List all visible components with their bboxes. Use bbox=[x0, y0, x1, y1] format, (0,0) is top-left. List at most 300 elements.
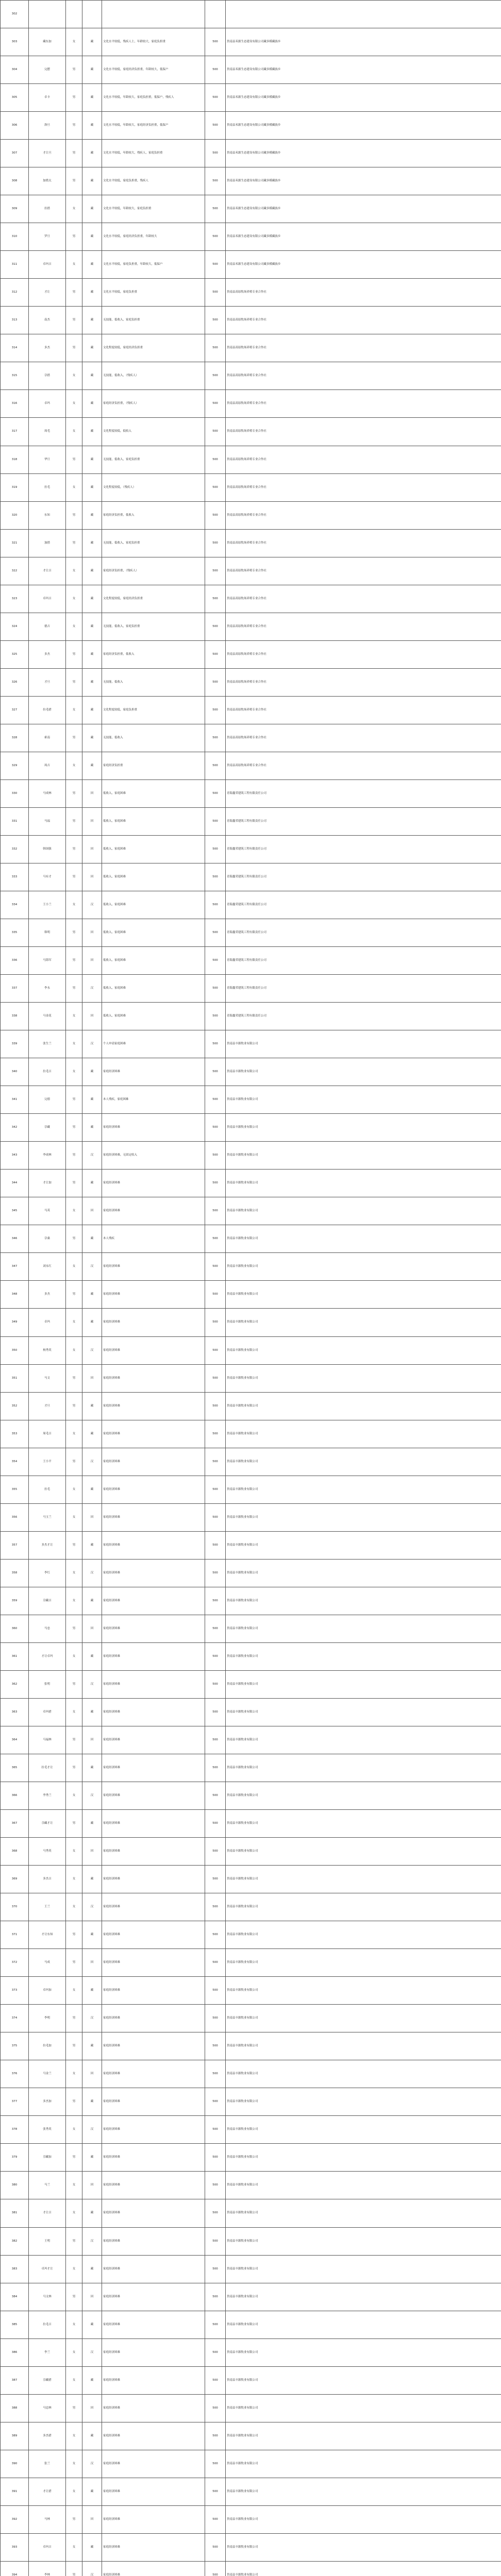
ethnicity-cell: 藏 bbox=[82, 1866, 102, 1893]
ethnicity-cell: 藏 bbox=[82, 195, 102, 223]
reason-cell: 家庭经济困难 bbox=[102, 1197, 205, 1225]
person-name: 拉措 bbox=[29, 195, 66, 223]
sex-cell: 男 bbox=[66, 2144, 82, 2172]
table-row bbox=[1, 167, 501, 195]
amount-cell: 500 bbox=[205, 1531, 226, 1559]
sex-cell: 女 bbox=[66, 585, 82, 613]
employer-cell: 贵南县丰源牧业有限公司 bbox=[226, 1642, 501, 1670]
person-name: 张兰 bbox=[29, 2450, 66, 2478]
person-name: 马福 bbox=[29, 807, 66, 835]
row-number: 321 bbox=[1, 529, 29, 557]
sex-cell: 男 bbox=[66, 2088, 82, 2116]
row-number: 366 bbox=[1, 1782, 29, 1810]
row-number: 367 bbox=[1, 1810, 29, 1838]
reason-cell: 文化水平较低，家庭负担重，年龄较大，低保户 bbox=[102, 251, 205, 279]
row-number: 383 bbox=[1, 2255, 29, 2283]
employer-cell: 贵南县丰源牧业有限公司 bbox=[226, 2199, 501, 2227]
table-row bbox=[1, 223, 501, 251]
sex-cell: 男 bbox=[66, 223, 82, 251]
sex-cell: 女 bbox=[66, 1197, 82, 1225]
person-name: 罗旦 bbox=[29, 223, 66, 251]
table-row bbox=[1, 473, 501, 501]
amount-cell: 500 bbox=[205, 1559, 226, 1587]
reason-cell: 文化水平较低，年龄较大，残疾人，家庭负担重 bbox=[102, 140, 205, 167]
employer-cell: 贵南县丰源牧业有限公司 bbox=[226, 2060, 501, 2088]
reason-cell: 家庭经济困难 bbox=[102, 1476, 205, 1503]
person-name: 卓玛吉 bbox=[29, 585, 66, 613]
person-name: 多杰加 bbox=[29, 2088, 66, 2116]
sex-cell: 女 bbox=[66, 473, 82, 501]
person-name: 马金花 bbox=[29, 1003, 66, 1030]
employer-cell: 贵南县丰源牧业有限公司 bbox=[226, 1893, 501, 1921]
row-number: 326 bbox=[1, 668, 29, 696]
sex-cell: 男 bbox=[66, 307, 82, 334]
amount-cell: 500 bbox=[205, 2505, 226, 2533]
row-number: 305 bbox=[1, 84, 29, 112]
amount-cell: 500 bbox=[205, 696, 226, 724]
person-name: 索南 bbox=[29, 724, 66, 752]
table-row bbox=[1, 1142, 501, 1170]
person-name: 尕措 bbox=[29, 362, 66, 390]
person-name: 王明 bbox=[29, 2227, 66, 2255]
ethnicity-cell: 藏 bbox=[82, 724, 102, 752]
amount-cell: 500 bbox=[205, 1642, 226, 1670]
amount-cell: 500 bbox=[205, 975, 226, 1003]
reason-cell: 本人残疾 bbox=[102, 1225, 205, 1253]
sex-cell: 女 bbox=[66, 251, 82, 279]
row-number: 357 bbox=[1, 1531, 29, 1559]
employer-cell: 贵南县禾源生态建设有限公司藏多模藏族乡 bbox=[226, 195, 501, 223]
person-name: 李明 bbox=[29, 2005, 66, 2032]
table-row bbox=[1, 1476, 501, 1503]
person-name: 周吉 bbox=[29, 752, 66, 779]
row-number: 309 bbox=[1, 195, 29, 223]
ethnicity-cell: 藏 bbox=[82, 334, 102, 362]
table-row bbox=[1, 696, 501, 724]
amount-cell: 500 bbox=[205, 2422, 226, 2450]
sex-cell: 女 bbox=[66, 2116, 82, 2144]
person-name: 拉毛才让 bbox=[29, 1754, 66, 1782]
ethnicity-cell: 回 bbox=[82, 1503, 102, 1531]
ethnicity-cell: 回 bbox=[82, 1003, 102, 1030]
table-row bbox=[1, 919, 501, 947]
ethnicity-cell: 藏 bbox=[82, 1642, 102, 1670]
row-number: 308 bbox=[1, 167, 29, 195]
amount-cell: 500 bbox=[205, 390, 226, 418]
ethnicity-cell: 藏 bbox=[82, 2144, 102, 2172]
row-number: 380 bbox=[1, 2172, 29, 2199]
row-number: 339 bbox=[1, 1030, 29, 1058]
reason-cell: 家庭经济困难 bbox=[102, 2394, 205, 2422]
table-row bbox=[1, 251, 501, 279]
ethnicity-cell: 回 bbox=[82, 947, 102, 975]
table-row bbox=[1, 1754, 501, 1782]
ethnicity-cell: 回 bbox=[82, 1726, 102, 1754]
ethnicity-cell: 回 bbox=[82, 835, 102, 863]
row-number: 376 bbox=[1, 2060, 29, 2088]
person-name: 洛旦 bbox=[29, 112, 66, 140]
reason-cell: 家庭经济困难 bbox=[102, 2505, 205, 2533]
sex-cell: 女 bbox=[66, 1309, 82, 1336]
ethnicity-cell: 藏 bbox=[82, 668, 102, 696]
sex-cell: 女 bbox=[66, 1977, 82, 2005]
employer-cell: 贵南县禾源生态建设有限公司藏多模藏族乡 bbox=[226, 56, 501, 84]
reason-cell: 家庭经济负担重，低收入 bbox=[102, 640, 205, 668]
person-name: 多杰措 bbox=[29, 2422, 66, 2450]
amount-cell: 500 bbox=[205, 752, 226, 779]
table-row bbox=[1, 1114, 501, 1142]
employer-cell: 贵南县丰源牧业有限公司 bbox=[226, 1977, 501, 2005]
person-name: 多杰才让 bbox=[29, 1531, 66, 1559]
employer-cell: 贵南县丰源牧业有限公司 bbox=[226, 1949, 501, 1977]
reason-cell: 家庭经济困难 bbox=[102, 1420, 205, 1448]
table-row bbox=[1, 640, 501, 668]
person-name: 马玉兰 bbox=[29, 1503, 66, 1531]
amount-cell: 500 bbox=[205, 1476, 226, 1503]
row-number: 334 bbox=[1, 891, 29, 919]
row-number: 327 bbox=[1, 696, 29, 724]
ethnicity-cell: 汉 bbox=[82, 891, 102, 919]
ethnicity-cell: 藏 bbox=[82, 2311, 102, 2338]
ethnicity-cell: 藏 bbox=[82, 2422, 102, 2450]
person-name: 卓玛吉 bbox=[29, 251, 66, 279]
amount-cell: 500 bbox=[205, 84, 226, 112]
sex-cell: 男 bbox=[66, 2505, 82, 2533]
row-number: 353 bbox=[1, 1420, 29, 1448]
reason-cell: 文化水平较低，年龄较大，家庭经济负担重，低保户 bbox=[102, 112, 205, 140]
table-row bbox=[1, 1086, 501, 1114]
table-row bbox=[1, 2561, 501, 2576]
table-row bbox=[1, 1587, 501, 1615]
reason-cell: 家庭经济困难 bbox=[102, 2199, 205, 2227]
amount-cell: 500 bbox=[205, 1893, 226, 1921]
reason-cell: 家庭经济困难 bbox=[102, 2561, 205, 2576]
ethnicity-cell: 藏 bbox=[82, 1114, 102, 1142]
amount-cell: 500 bbox=[205, 1030, 226, 1058]
sex-cell: 男 bbox=[66, 1754, 82, 1782]
row-number: 392 bbox=[1, 2505, 29, 2533]
amount-cell: 500 bbox=[205, 1448, 226, 1476]
reason-cell: 家庭经济困难 bbox=[102, 1810, 205, 1838]
row-number: 391 bbox=[1, 2478, 29, 2505]
amount-cell: 500 bbox=[205, 947, 226, 975]
amount-cell: 500 bbox=[205, 501, 226, 529]
sex-cell: 男 bbox=[66, 1810, 82, 1838]
sex-cell: 男 bbox=[66, 446, 82, 473]
row-number: 337 bbox=[1, 975, 29, 1003]
employer-cell: 贵南县丰源牧业有限公司 bbox=[226, 1531, 501, 1559]
reason-cell: 家庭经济困难 bbox=[102, 1336, 205, 1364]
person-name: 完摆 bbox=[29, 56, 66, 84]
employer-cell: 贵南县高原牧场养殖专业合作社 bbox=[226, 279, 501, 307]
table-row bbox=[1, 1058, 501, 1086]
sex-cell: 女 bbox=[66, 1003, 82, 1030]
table-row bbox=[1, 2032, 501, 2060]
sex-cell: 女 bbox=[66, 1587, 82, 1615]
row-number: 358 bbox=[1, 1559, 29, 1587]
employer-cell: 青海鑫荣建筑工程有限责任公司 bbox=[226, 863, 501, 891]
sex-cell: 女 bbox=[66, 1253, 82, 1281]
amount-cell: 500 bbox=[205, 1782, 226, 1810]
employer-cell: 贵南县丰源牧业有限公司 bbox=[226, 2561, 501, 2576]
employer-cell: 贵南县禾源生态建设有限公司藏多模藏族乡 bbox=[226, 112, 501, 140]
reason-cell: 家庭经济困难 bbox=[102, 2422, 205, 2450]
employer-cell: 青海鑫荣建筑工程有限责任公司 bbox=[226, 1003, 501, 1030]
employer-cell: 贵南县丰源牧业有限公司 bbox=[226, 1309, 501, 1336]
employer-cell: 贵南县高原牧场养殖专业合作社 bbox=[226, 557, 501, 585]
row-number: 323 bbox=[1, 585, 29, 613]
sex-cell: 女 bbox=[66, 390, 82, 418]
sex-cell: 女 bbox=[66, 2199, 82, 2227]
row-number: 360 bbox=[1, 1615, 29, 1642]
table-row bbox=[1, 2422, 501, 2450]
employer-cell: 贵南县丰源牧业有限公司 bbox=[226, 2311, 501, 2338]
table-row bbox=[1, 1, 501, 28]
reason-cell: 文化水平较低，家庭经济负担重，年龄较大，低保户 bbox=[102, 56, 205, 84]
employer-cell: 贵南县高原牧场养殖专业合作社 bbox=[226, 668, 501, 696]
sex-cell: 女 bbox=[66, 1838, 82, 1866]
ethnicity-cell: 藏 bbox=[82, 390, 102, 418]
table-row bbox=[1, 557, 501, 585]
employer-cell: 贵南县高原牧场养殖专业合作社 bbox=[226, 529, 501, 557]
ethnicity-cell: 汉 bbox=[82, 1893, 102, 1921]
employer-cell: 贵南县丰源牧业有限公司 bbox=[226, 1754, 501, 1782]
reason-cell: 家庭经济困难 bbox=[102, 2116, 205, 2144]
employer-cell: 青海鑫荣建筑工程有限责任公司 bbox=[226, 975, 501, 1003]
sex-cell: 男 bbox=[66, 1670, 82, 1698]
employer-cell: 贵南县丰源牧业有限公司 bbox=[226, 2422, 501, 2450]
reason-cell: 家庭经济困难 bbox=[102, 1893, 205, 1921]
person-name: 华旦 bbox=[29, 446, 66, 473]
amount-cell: 500 bbox=[205, 2311, 226, 2338]
amount-cell: 500 bbox=[205, 919, 226, 947]
row-number: 348 bbox=[1, 1281, 29, 1309]
amount-cell: 500 bbox=[205, 2255, 226, 2283]
amount-cell: 500 bbox=[205, 835, 226, 863]
amount-cell: 500 bbox=[205, 140, 226, 167]
row-number: 364 bbox=[1, 1726, 29, 1754]
table-row bbox=[1, 863, 501, 891]
reason-cell: 家庭经济困难 bbox=[102, 1503, 205, 1531]
reason-cell: 家庭经济困难 bbox=[102, 1670, 205, 1698]
ethnicity-cell: 回 bbox=[82, 1949, 102, 1977]
table-row bbox=[1, 1893, 501, 1921]
person-name: 多杰 bbox=[29, 334, 66, 362]
reason-cell: 低收入，家庭困难 bbox=[102, 835, 205, 863]
reason-cell: 家庭经济困难 bbox=[102, 1281, 205, 1309]
roster-body bbox=[1, 1, 501, 2576]
table-row bbox=[1, 140, 501, 167]
reason-cell: 家庭经济困难 bbox=[102, 1448, 205, 1476]
employer-cell: 贵南县丰源牧业有限公司 bbox=[226, 1698, 501, 1726]
amount-cell: 500 bbox=[205, 28, 226, 56]
row-number: 312 bbox=[1, 279, 29, 307]
row-number: 373 bbox=[1, 1977, 29, 2005]
ethnicity-cell: 藏 bbox=[82, 1754, 102, 1782]
row-number: 365 bbox=[1, 1754, 29, 1782]
table-row bbox=[1, 1170, 501, 1197]
row-number: 352 bbox=[1, 1392, 29, 1420]
table-row bbox=[1, 2478, 501, 2505]
sex-cell: 女 bbox=[66, 2422, 82, 2450]
amount-cell: 500 bbox=[205, 2005, 226, 2032]
table-row bbox=[1, 1866, 501, 1893]
employer-cell: 贵南县丰源牧业有限公司 bbox=[226, 1476, 501, 1503]
person-name: 才让吉 bbox=[29, 557, 66, 585]
sex-cell: 女 bbox=[66, 696, 82, 724]
ethnicity-cell: 藏 bbox=[82, 585, 102, 613]
person-name: 才让 bbox=[29, 279, 66, 307]
amount-cell: 500 bbox=[205, 1615, 226, 1642]
reason-cell: 无技能，低收入，（残疾人） bbox=[102, 362, 205, 390]
row-number: 394 bbox=[1, 2561, 29, 2576]
amount-cell: 500 bbox=[205, 1949, 226, 1977]
person-name: 周毛 bbox=[29, 418, 66, 446]
person-name: 王小兰 bbox=[29, 891, 66, 919]
person-name: 完德 bbox=[29, 1086, 66, 1114]
employer-cell: 贵南县丰源牧业有限公司 bbox=[226, 1615, 501, 1642]
row-number: 385 bbox=[1, 2311, 29, 2338]
person-name: 李秀兰 bbox=[29, 1782, 66, 1810]
row-number: 347 bbox=[1, 1253, 29, 1281]
ethnicity-cell: 藏 bbox=[82, 2366, 102, 2394]
amount-cell: 500 bbox=[205, 2227, 226, 2255]
amount-cell: 500 bbox=[205, 1225, 226, 1253]
ethnicity-cell: 汉 bbox=[82, 1142, 102, 1170]
reason-cell: 家庭经济困难 bbox=[102, 2060, 205, 2088]
table-row bbox=[1, 2311, 501, 2338]
row-number: 336 bbox=[1, 947, 29, 975]
person-name: 拉毛加 bbox=[29, 2032, 66, 2060]
sex-cell: 男 bbox=[66, 140, 82, 167]
employer-cell: 贵南县丰源牧业有限公司 bbox=[226, 1058, 501, 1086]
ethnicity-cell: 藏 bbox=[82, 473, 102, 501]
amount-cell: 500 bbox=[205, 2060, 226, 2088]
amount-cell: 500 bbox=[205, 1058, 226, 1086]
person-name: 尕桑 bbox=[29, 1225, 66, 1253]
row-number: 371 bbox=[1, 1921, 29, 1949]
reason-cell: 家庭经济负担重，（残疾人） bbox=[102, 390, 205, 418]
row-number: 387 bbox=[1, 2366, 29, 2394]
employer-cell: 贵南县丰源牧业有限公司 bbox=[226, 1030, 501, 1058]
table-row bbox=[1, 1364, 501, 1392]
row-number: 363 bbox=[1, 1698, 29, 1726]
sex-cell: 男 bbox=[66, 779, 82, 807]
employer-cell: 贵南县丰源牧业有限公司 bbox=[226, 1448, 501, 1476]
amount-cell: 500 bbox=[205, 2338, 226, 2366]
person-name: 拉毛措 bbox=[29, 696, 66, 724]
row-number: 314 bbox=[1, 334, 29, 362]
employer-cell: 贵南县丰源牧业有限公司 bbox=[226, 1810, 501, 1838]
person-name: 杨秀英 bbox=[29, 1336, 66, 1364]
sex-cell: 女 bbox=[66, 2366, 82, 2394]
sex-cell: 女 bbox=[66, 613, 82, 640]
reason-cell: 文化水平较低，家庭负担重 bbox=[102, 279, 205, 307]
person-name: 马海军 bbox=[29, 947, 66, 975]
ethnicity-cell: 藏 bbox=[82, 529, 102, 557]
employer-cell: 贵南县丰源牧业有限公司 bbox=[226, 2088, 501, 2116]
reason-cell: 文化程度较低，家庭经济负担重 bbox=[102, 334, 205, 362]
table-row bbox=[1, 2283, 501, 2311]
table-row bbox=[1, 28, 501, 56]
sex-cell: 女 bbox=[66, 2533, 82, 2561]
person-name: 马文 bbox=[29, 1364, 66, 1392]
employer-cell: 贵南县丰源牧业有限公司 bbox=[226, 1253, 501, 1281]
row-number: 340 bbox=[1, 1058, 29, 1086]
table-row bbox=[1, 1949, 501, 1977]
employer-cell: 贵南县高原牧场养殖专业合作社 bbox=[226, 418, 501, 446]
employer-cell: 贵南县丰源牧业有限公司 bbox=[226, 1420, 501, 1448]
sex-cell: 男 bbox=[66, 975, 82, 1003]
employer-cell: 贵南县丰源牧业有限公司 bbox=[226, 1170, 501, 1197]
employer-cell: 贵南县丰源牧业有限公司 bbox=[226, 2366, 501, 2394]
row-number: 346 bbox=[1, 1225, 29, 1253]
table-row bbox=[1, 1503, 501, 1531]
employer-cell: 贵南县高原牧场养殖专业合作社 bbox=[226, 446, 501, 473]
sex-cell: 女 bbox=[66, 1782, 82, 1810]
reason-cell: 家庭经济困难 bbox=[102, 2172, 205, 2199]
amount-cell: 500 bbox=[205, 1253, 226, 1281]
row-number: 361 bbox=[1, 1642, 29, 1670]
row-number: 370 bbox=[1, 1893, 29, 1921]
ethnicity-cell: 回 bbox=[82, 2283, 102, 2311]
ethnicity-cell bbox=[82, 1, 102, 28]
reason-cell: 家庭经济困难 bbox=[102, 1364, 205, 1392]
person-name: 才让卓玛 bbox=[29, 1642, 66, 1670]
reason-cell: 文化水平较低，年龄较大，家庭负担重 bbox=[102, 195, 205, 223]
amount-cell: 500 bbox=[205, 2366, 226, 2394]
ethnicity-cell: 藏 bbox=[82, 1058, 102, 1086]
amount-cell: 500 bbox=[205, 724, 226, 752]
reason-cell: 低收入，家庭困难 bbox=[102, 863, 205, 891]
table-row bbox=[1, 529, 501, 557]
amount-cell: 500 bbox=[205, 195, 226, 223]
amount-cell: 500 bbox=[205, 557, 226, 585]
row-number: 372 bbox=[1, 1949, 29, 1977]
row-number: 349 bbox=[1, 1309, 29, 1336]
person-name: 尕藏加 bbox=[29, 2144, 66, 2172]
employer-cell: 贵南县丰源牧业有限公司 bbox=[226, 2533, 501, 2561]
ethnicity-cell: 回 bbox=[82, 2394, 102, 2422]
table-row bbox=[1, 668, 501, 696]
amount-cell: 500 bbox=[205, 2478, 226, 2505]
row-number: 344 bbox=[1, 1170, 29, 1197]
sex-cell: 女 bbox=[66, 2338, 82, 2366]
amount-cell bbox=[205, 1, 226, 28]
ethnicity-cell: 汉 bbox=[82, 1782, 102, 1810]
reason-cell: 低收入，家庭困难 bbox=[102, 1003, 205, 1030]
reason-cell: 家庭经济困难 bbox=[102, 1838, 205, 1866]
employer-cell: 贵南县禾源生态建设有限公司藏多模藏族乡 bbox=[226, 223, 501, 251]
person-name: 卓玛才让 bbox=[29, 2255, 66, 2283]
ethnicity-cell: 回 bbox=[82, 2172, 102, 2199]
row-number: 378 bbox=[1, 2116, 29, 2144]
row-number: 303 bbox=[1, 28, 29, 56]
ethnicity-cell: 汉 bbox=[82, 1253, 102, 1281]
reason-cell: 家庭经济困难 bbox=[102, 1114, 205, 1142]
ethnicity-cell: 藏 bbox=[82, 279, 102, 307]
reason-cell: 文化水平较低，家庭经济负担重，年龄较大 bbox=[102, 223, 205, 251]
row-number: 368 bbox=[1, 1838, 29, 1866]
table-row bbox=[1, 947, 501, 975]
reason-cell: 家庭经济负担重，低收入 bbox=[102, 501, 205, 529]
sex-cell: 女 bbox=[66, 2172, 82, 2199]
reason-cell: 家庭经济困难 bbox=[102, 2533, 205, 2561]
reason-cell: 低收入，家庭困难 bbox=[102, 947, 205, 975]
amount-cell: 500 bbox=[205, 863, 226, 891]
sex-cell: 男 bbox=[66, 2032, 82, 2060]
table-row bbox=[1, 2005, 501, 2032]
